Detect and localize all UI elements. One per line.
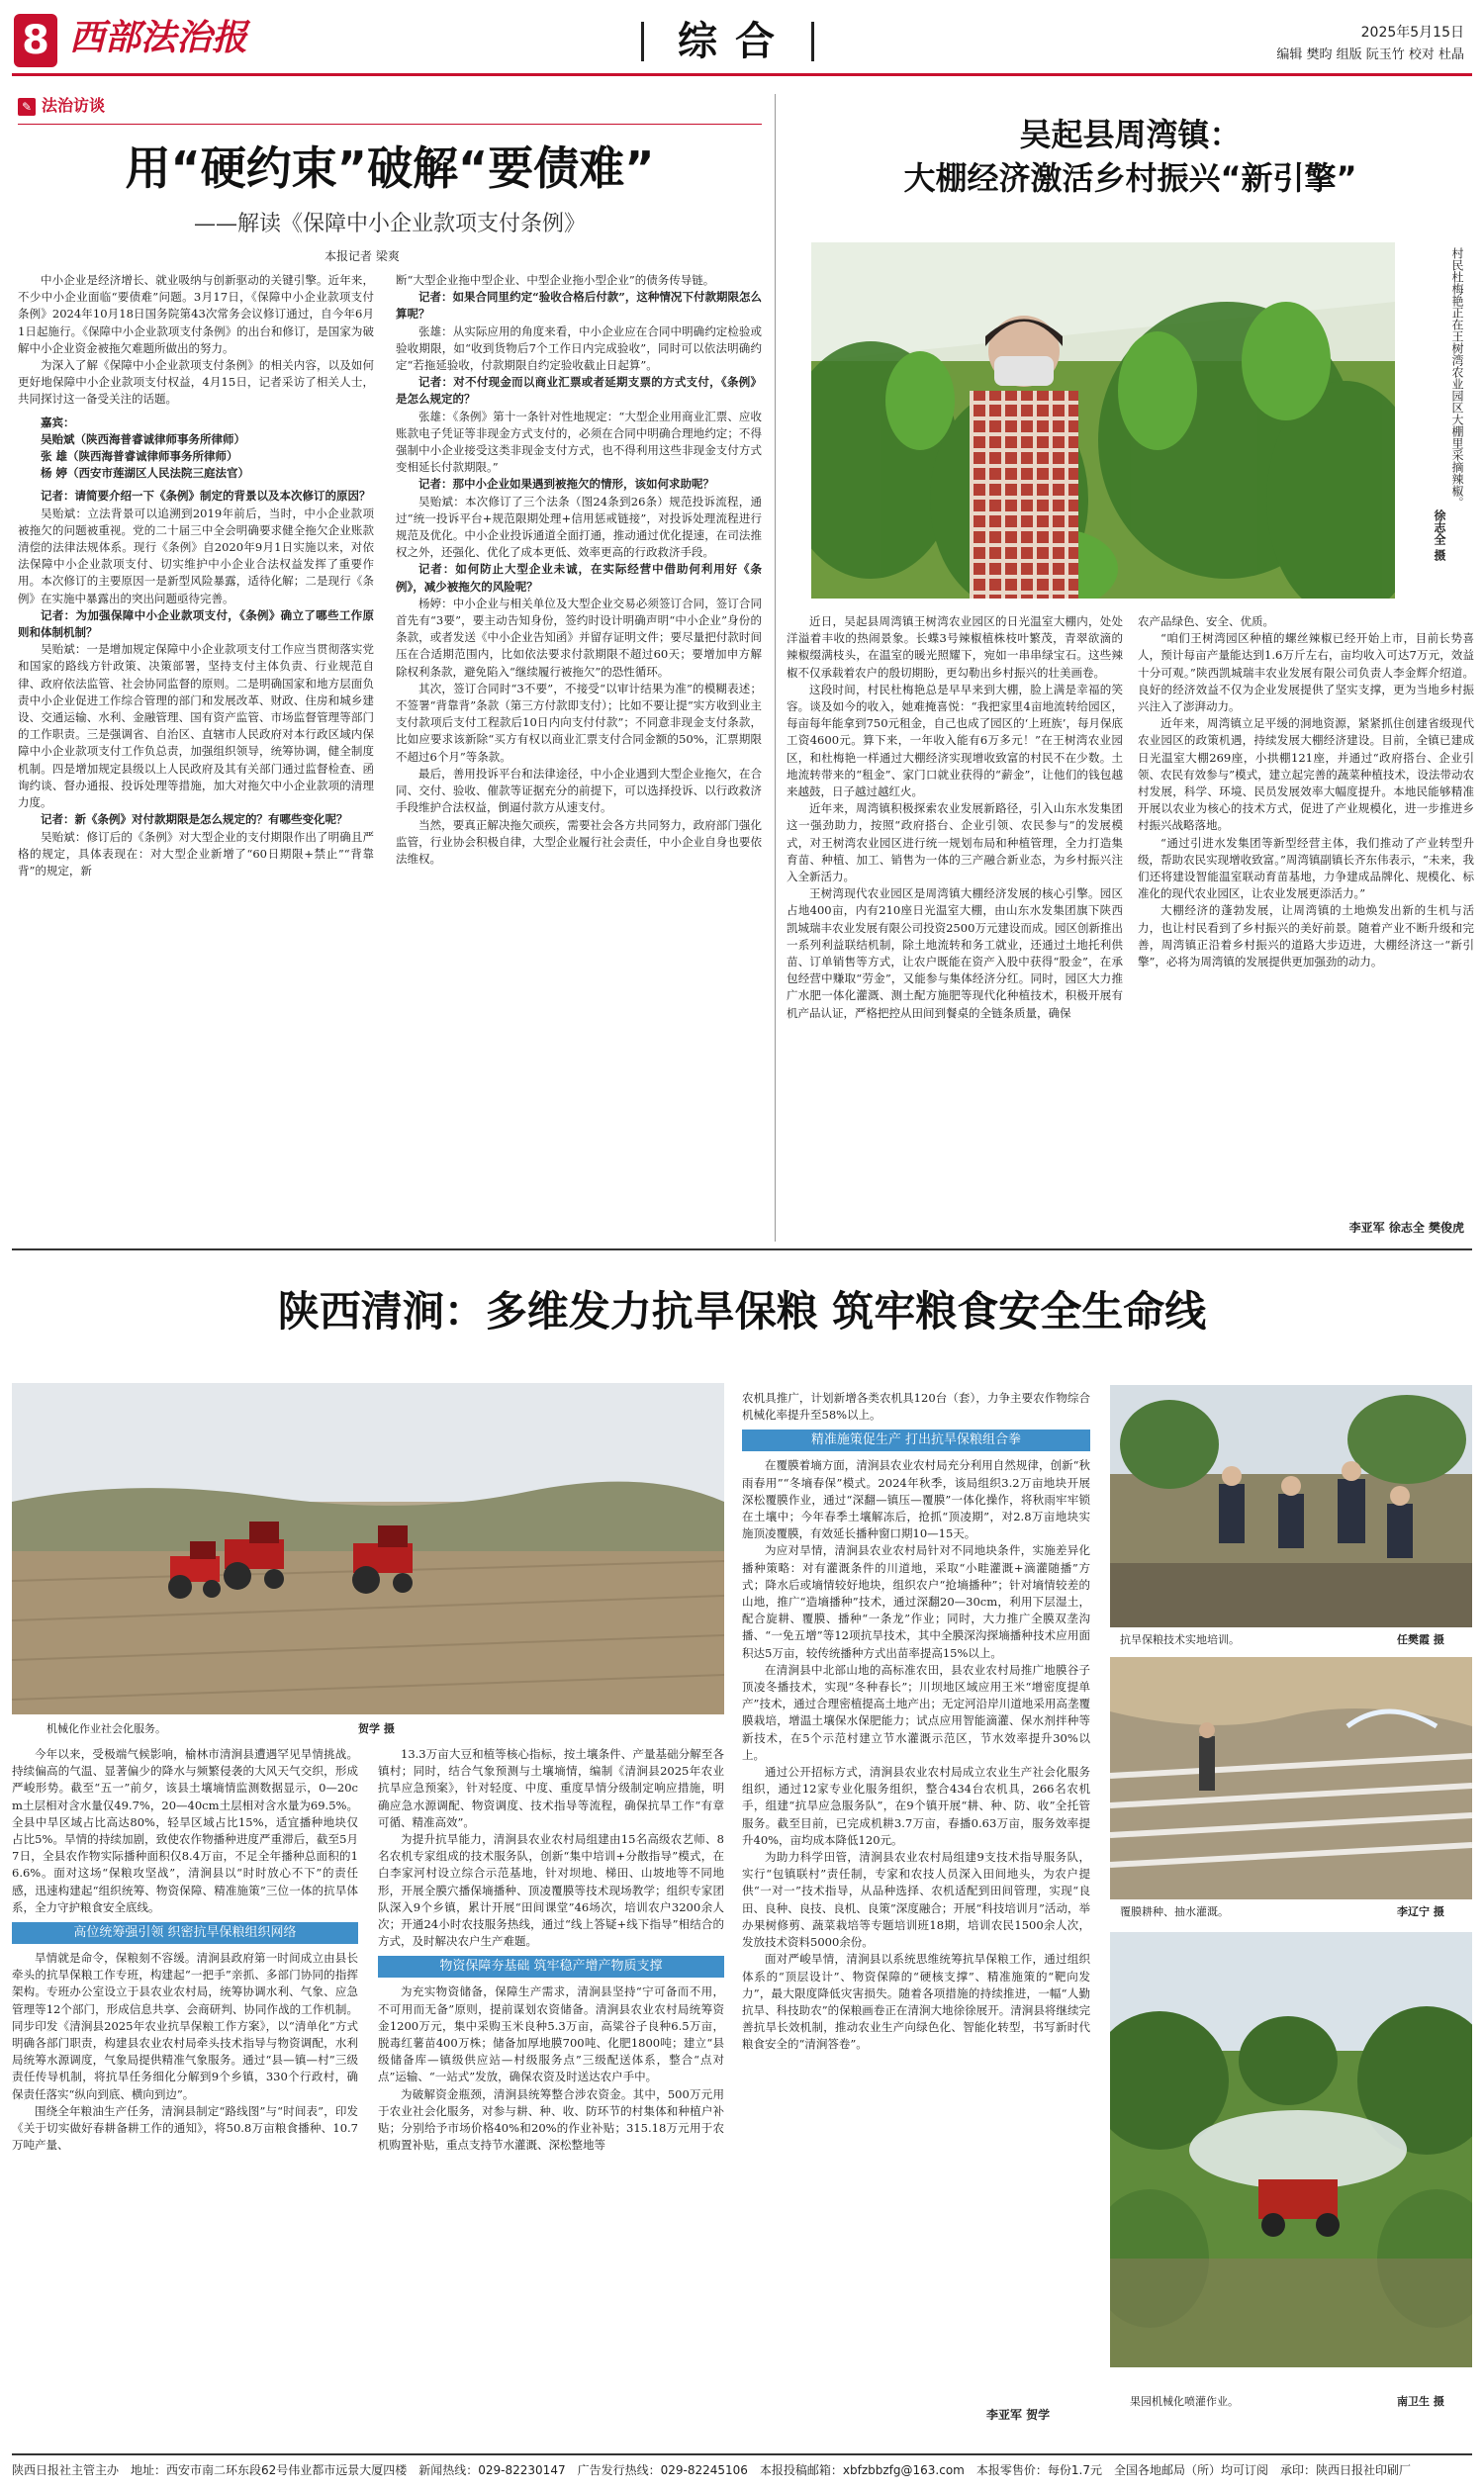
article-credit: 李亚军 徐志全 樊俊虎 bbox=[1348, 1221, 1464, 1235]
photo-credit: 徐志全 摄 bbox=[1433, 509, 1446, 562]
paragraph: 近日，吴起县周湾镇王树湾农业园区的日光温室大棚内，处处洋溢着丰收的热闹景象。长蝶3号辣椒植株枝叶繁茂，青翠欲滴的辣椒缀满枝头，在温室的暖光照耀下，宛如一串串绿宝石。这些辣椒不仅承载着农户的殷切期盼，更勾勒出乡村振兴的壮美画卷。 bbox=[787, 614, 1123, 680]
paragraph: 为破解资金瓶颈，清涧县统筹整合涉农资金。其中，500万元用于农业社会化服务，对参与耕、种、收、防环节的村集体和种植户补贴；分别给予市场价格40%和20%的作业补贴；315.18万元用于农机购置补贴，重点支持节水灌溉、深松整地等 bbox=[378, 2086, 724, 2153]
article-title-line-2: 大棚经济激活乡村振兴“新引擎” bbox=[903, 159, 1357, 197]
section-heading: 物资保障夯基础 筑牢稳产增产物质支撑 bbox=[378, 1956, 724, 1978]
orchard-photo bbox=[1110, 1932, 1472, 2367]
question: 记者：为加强保障中小企业款项支付，《条例》确立了哪些工作原则和体制机制？ bbox=[18, 607, 374, 640]
paragraph: 王树湾现代农业园区是周湾镇大棚经济发展的核心引擎。园区占地400亩，内有210座日光温室大棚，由山东水发集团旗下陕西凯城瑞丰农业发展有限公司投资2500万元建设而成。园区创新推出一系列利益联结机制，除土地流转和务工就业，还通过土地托利供苗、订单销售等方式，让农户既能在资产入股中获得“股金”，在承包经营中赚取“劳金”，又能参与集体经济分红。同时，园区大力推广水肥一体化灌溉、测土配方施肥等现代化种植技术，积极开展有机产品认证，严格把控从田间到餐桌的全链条质量，确保 bbox=[787, 886, 1123, 1020]
section-name: 综合 bbox=[678, 19, 792, 64]
question: 记者：对不付现金而以商业汇票或者延期支票的方式支付，《条例》是怎么规定的？ bbox=[396, 375, 762, 407]
column-tag: ✎ 法治访谈 bbox=[18, 94, 146, 118]
photo-caption: 机械化作业社会化服务。 bbox=[46, 1722, 166, 1735]
paper-logo: 西部法治报 bbox=[69, 17, 248, 58]
tractors-field-image bbox=[12, 1383, 724, 1714]
greenhouse-photo bbox=[811, 242, 1395, 599]
paragraph: 近年来，周湾镇立足平缓的洞地资源，紧紧抓住创建省级现代农业园区的政策机遇，持续发展大棚经济建设。目前，全镇已建成日光温室大棚269座，小拱棚121座，并通过“政府搭台、企业引领、农民有效参与”模式，建立起完善的蔬菜种植技术，设法带动农村发展，科学、环境、民员发展效率大幅度提升。本地民能够精准开展以农业为核心的技术方式，促进了产业规模化，进一步推进乡村振兴战略落地。 bbox=[1138, 716, 1474, 833]
answer: 张雄：从实际应用的角度来看，中小企业应在合同中明确约定检验或验收期限，如“收到货物后7个工作日内完成验收”，同时可以依法明确约定“若拖延验收，付款期限自约定验收截止日起算”。 bbox=[396, 323, 762, 373]
film-mulch-irrigation-image bbox=[1110, 1657, 1472, 1899]
guest-3: 杨 婷（西安市莲湖区人民法院三庭法官） bbox=[41, 466, 250, 481]
paragraph: 近年来，周湾镇积极探索农业发展新路径，引入山东水发集团这一强劲助力，按照“政府搭台、企业引领、农民参与”的发展模式，对王树湾农业园区进行统一规划布局和种植管理，全力打造集育苗、种植、加工、销售为一体的三产融合新业态，为乡村振兴注入全新活力。 bbox=[787, 801, 1123, 884]
quote-icon: ✎ bbox=[18, 98, 36, 116]
paragraph: 断“大型企业拖中型企业、中型企业拖小型企业”的债务传导链。 bbox=[396, 273, 715, 287]
article-title: 用“硬约束”破解“要债难” bbox=[125, 141, 655, 195]
paragraph: 围绕全年粮油生产任务，清涧县制定“路线图”与“时间表”，印发《关于切实做好春耕备耕工作的通知》，将50.8万亩粮食播种、10.7万吨产量、 bbox=[12, 2103, 358, 2153]
paragraph: 为深入了解《保障中小企业款项支付条例》的相关内容，以及如何更好地保障中小企业款项支付权益，4月15日，记者采访了相关人士，共同探讨这一备受关注的话题。 bbox=[18, 358, 374, 407]
article-column-1 bbox=[12, 1746, 358, 2429]
section-heading: 高位统筹强引领 织密抗旱保粮组织网络 bbox=[12, 1922, 358, 1944]
paragraph: 中小企业是经济增长、就业吸纳与创新驱动的关键引擎。近年来，不少中小企业面临“要债难”问题。3月17日，《保障中小企业款项支付条例》2024年10月18日国务院第43次常务会议修订通过，自今年6月1日起施行。《保障中小企业款项支付条例》的出台和修订，是国家为破解中小企业资金被拖欠难题所做出的努力。 bbox=[18, 273, 374, 355]
paragraph: 其次，签订合同时“3不要”，不接受“以审计结果为准”的模糊表述；不签署“背靠背”条款（第三方付款即支付）；比如不要让提“实方收到业主支付款项后支付工程款后10日内向支付付款”；不同意非现金支付条款，比如应要求该新除“买方有权以商业汇票支付合同金额的50%，汇票期限不超过6个月”等条款。 bbox=[396, 681, 762, 764]
issue-date: 2025年5月15日 bbox=[1360, 25, 1464, 41]
question: 记者：请简要介绍一下《条例》制定的背景以及本次修订的原因？ bbox=[41, 489, 371, 504]
article-column-1 bbox=[18, 272, 374, 1237]
paragraph: 当然，要真正解决拖欠顽疾，需要社会各方共同努力，政府部门强化监管，行业协会积极自律，大型企业履行社会责任，中小企业自身也要依法维权。 bbox=[396, 817, 762, 866]
question: 记者：那中小企业如果遇到被拖欠的情形，该如何求助呢？ bbox=[418, 477, 714, 492]
paragraph: 今年以来，受极端气候影响，榆林市清涧县遭遇罕见旱情挑战。持续偏高的气温、显著偏少的降水与频繁侵袭的大风天气交织，形成严峻形势。截至“五一”前夕，该县土壤墒情监测数据显示，0—20cm土层相对含水量仅49.7%，20—40cm土层相对含水量为69.5%。全县中旱区域占比高达80%，轻旱区域占比15%，适宜播种地块仅占比5%。旱情的持续加剧，致使农作物播种进度严重滞后，截至5月7日，全县农作物实际播种面积仅8.4万亩，不足全年播种总面积的16.6%。面对这场“保粮攻坚战”，清涧县以“时时放心不下”的责任感，迅速构建起“组织统筹、物资保障、精准施策”三位一体的抗旱体系，全力守护粮食安全底线。 bbox=[12, 1747, 358, 1914]
farmer-picking-peppers-image bbox=[811, 242, 1395, 599]
photo-credit: 贺学 摄 bbox=[358, 1722, 395, 1735]
page-number-badge bbox=[14, 14, 57, 67]
photo-caption: 覆膜耕种、抽水灌溉。 bbox=[1120, 1905, 1229, 1918]
question: 记者：如果合同里约定“验收合格后付款”，这种情况下付款期限怎么算呢？ bbox=[396, 290, 762, 322]
paragraph: “咱们王树湾园区种植的螺丝辣椒已经开始上市，目前长势喜人，预计每亩产量能达到1.6万斤左右，亩均收入可达7万元，效益十分可观。”陕西凯城瑞丰农业发展有限公司负责人李金辉介绍道。良好的经济效益不仅为企业发展提供了坚实支撑，更为当地乡村振兴注入了澎湃动力。 bbox=[1138, 631, 1474, 714]
paragraph: 通过公开招标方式，清涧县农业农村局成立农业生产社会化服务组织，通过12家专业化服务组织，整合434台农机具，266名农机手，组建“抗旱应急服务队”，在9个镇开展“耕、种、防、收”全托管服务。截至目前，已完成机耕3.7万亩，春播0.63万亩，服务效率提升40%，亩均成本降低120元。 bbox=[742, 1765, 1090, 1847]
photo-credit: 李辽宁 摄 bbox=[1397, 1905, 1444, 1918]
section-heading: 精准施策促生产 打出抗旱保粮组合拳 bbox=[742, 1430, 1090, 1451]
paragraph: 为充实物资储备，保障生产需求，清涧县坚持“宁可备而不用，不可用而无备”原则，提前谋划农资储备。清涧县农业农村局统筹资金1200万元，集中采购玉米良种5.3万亩，高粱谷子良种6.5万亩，脱毒红薯苗400万株；储备加厚地膜700吨、化肥1800吨；建立“县级储备库—镇级供应站—村级服务点”三级配送体系，整合“点对点”运输、“一站式”发放，确保农资及时送达农户手中。 bbox=[378, 1984, 724, 2084]
editors-line: 编辑 樊昀 组版 阮玉竹 校对 杜晶 bbox=[1276, 47, 1464, 62]
article-subtitle: ——解读《保障中小企业款项支付条例》 bbox=[193, 212, 586, 236]
paragraph: 为助力科学田管，清涧县农业农村局组建9支技术指导服务队，实行“包镇联村”责任制，专家和农技人员深入田间地头，为农户提供“一对一”技术指导，从品种选择、农机适配到田间管理，实现“良田、良种、良技、良机、良策”深度融合；开展“科技培训月”活动，举办果树修剪、蔬菜栽培等专题培训班18期，培训农民1500余人次，发放技术资料5000余份。 bbox=[742, 1850, 1090, 1950]
answer: 吴贻斌：立法背景可以追溯到2019年前后，当时，中小企业款项被拖欠的问题被重视。党的二十届三中全会明确要求健全拖欠企业账款清偿的法律法规体系。现行《条例》自2020年9月1日实施以来，对依法保障中小企业款项支付、切实维护中小企业合法权益发挥了重要作用。本次修订的主要原因一是新型风险暴露，适待化解；二是现行《条例》在实施中暴露出的突出问题亟待完善。 bbox=[18, 506, 374, 605]
paragraph: 为应对旱情，清涧县农业农村局针对不同地块条件，实施差异化播种策略：对有灌溉条件的川道地，采取“小畦灌溉+滴灌随播”方式；降水后或墒情较好地块，组织农户“抢墒播种”；针对墒情较差的山地，推广“造墒播种”技术，通过深翻20—30cm，利用下层湿土，配合旋耕、覆膜、播种“一条龙”作业；同时，大力推广全膜双垄沟播、“一免五增”等12项抗旱技术，其中全膜深沟探墒播种技术应用面积达5万亩，较传统播种方式出苗率提高15%以上。 bbox=[742, 1543, 1090, 1660]
article-column-3 bbox=[742, 1390, 1090, 2429]
byline: 本报记者 梁爽 bbox=[325, 249, 400, 263]
footer-info: 陕西日报社主管主办 地址：西安市南二环东段62号伟业都市远景大厦四楼 新闻热线：029-82230147 广告发行热线：029-82245106 本报投稿邮箱：xbfzbbzfg@163.com 本报零售价：每份1.7元 全国各地邮局（所）均可订阅 承印：陕西日报社印刷厂 bbox=[12, 2463, 1411, 2477]
irrigation-photo bbox=[1110, 1657, 1472, 1899]
photo-side-caption: 村民杜梅艳正在王树湾农业园区大棚里采摘辣椒。 bbox=[1450, 247, 1464, 508]
paragraph: 在覆膜着墒方面，清涧县农业农村局充分利用自然规律，创新“秋雨春用”“冬墒春保”模式。2024年秋季，该局组织3.2万亩地块开展深松覆膜作业，通过“深翻—镇压—覆膜”一体化操作，将秋雨牢牢锁在土壤中；今年春季土壤解冻后，抢抓“顶凌期”，对2.8万亩地块实施顶凌覆膜，有效延长播种窗口期10—15天。 bbox=[742, 1458, 1090, 1541]
paragraph: 面对严峻旱情，清涧县以系统思维统筹抗旱保粮工作，通过组织体系的“顶层设计”、物资保障的“硬核支撑”、精准施策的“靶向发力”，最大限度降低灾害损失。随着各项措施的持续推进，一幅“人勤抗旱、科技助农”的保粮画卷正在清涧大地徐徐展开。清涧县将继续完善抗旱长效机制，推动农业生产向绿色化、智能化转型，书写新时代粮食安全的“清涧答卷”。 bbox=[742, 1952, 1090, 2052]
article-column-2 bbox=[378, 1746, 724, 2429]
guests-title: 嘉宾： bbox=[41, 415, 75, 429]
masthead bbox=[0, 0, 1484, 79]
answer: 张雄：《条例》第十一条针对性地规定：“大型企业用商业汇票、应收账款电子凭证等非现金方式支付的，必须在合同中明确合理地约定；不得强制中小企业接受这类非现金支付方式，也不得利用这些非现金支付方式变相延长付款期限。” bbox=[396, 409, 762, 475]
greenhouse-article bbox=[787, 94, 1474, 1242]
article-column-2 bbox=[1138, 613, 1474, 1217]
drought-article bbox=[12, 1256, 1472, 2444]
tractor-photo bbox=[12, 1383, 724, 1714]
paragraph: 旱情就是命令，保粮刻不容缓。清涧县政府第一时间成立由县长牵头的抗旱保粮工作专班，构建起“一把手”亲抓、多部门协同的指挥架构。专班办公室设立于县农业农村局，统筹协调水利、气象、应急管理等12个部门，形成信息共享、会商研判、协同作战的工作机制。同步印发《清涧县2025年农业抗旱保粮工作方案》，以“清单化”方式明确各部门职责，构建县农业农村局牵头技术指导与物资调配，水利局统筹水源调度，气象局提供精准气象服务。通过“县—镇—村”三级责任传导机制，将抗旱任务细化分解到9个乡镇，330个行政村，确保责任落实“纵向到底、横向到边”。 bbox=[12, 1951, 358, 2101]
answer: 吴贻斌：一是增加规定保障中小企业款项支付工作应当贯彻落实党和国家的路线方针政策、决策部署，坚持支付主体负责、行业规范自律、政府依法监管、社会协同监督的原则。二是明确国家和地方层面负责中小企业促进工作综合管理的部门和发展改革、财政、住房和城乡建设、交通运输、水利、金融管理、国有资产监管、市场监督管理等部门的工作职责。三是强调省、自治区、直辖市人民政府对本行政区域内保障中小企业款项支付工作负总责，加强组织领导，统筹协调，健全制度机制。四是增加规定县级以上人民政府及其有关部门通过监督检查、函询约谈、督办通报、投诉处理等措施，加大对拖欠中小企业款项的清理力度。 bbox=[18, 642, 374, 810]
paragraph: 农产品绿色、安全、优质。 bbox=[1138, 614, 1274, 628]
paragraph: 最后，善用投诉平台和法律途径，中小企业遇到大型企业拖欠，在合同、交付、验收、催款等证据充分的前提下，可以选择投诉、以行政救济手段维护合法权益，倒逼付款方从速支付。 bbox=[396, 766, 762, 815]
photo-caption: 果园机械化喷灌作业。 bbox=[1130, 2395, 1239, 2408]
article-credit: 李亚军 贺学 bbox=[986, 2408, 1051, 2422]
field-training-image bbox=[1110, 1385, 1472, 1627]
guest-2: 张 雄（陕西海普睿诚律师事务所律师） bbox=[41, 449, 238, 464]
photo-credit: 南卫生 摄 bbox=[1397, 2395, 1444, 2408]
article-column-1 bbox=[787, 613, 1123, 1237]
paragraph: “通过引进水发集团等新型经营主体，我们推动了产业转型升级，帮助农民实现增收致富。”周湾镇副镇长齐东伟表示，“未来，我们还将建设智能温室联动育苗基地，力争建成品牌化、规模化、标准化的现代农业园区，让农业发展更添活力。” bbox=[1138, 835, 1474, 901]
photo-credit: 任樊霞 摄 bbox=[1397, 1633, 1444, 1646]
question: 记者：如何防止大型企业未诚，在实际经营中借助何利用好《条例》，减少被拖欠的风险呢？ bbox=[396, 562, 762, 594]
answer: 杨婷：中小企业与相关单位及大型企业交易必须签订合同，签订合同首先有“3要”，要主动告知身份，签约时设计明确声明“中小企业”身份的条款，或者发送《中小企业告知函》并留存证明文件；要尽量把付款时间压在合适期范围内，比如依法要求付款期限不超过60天；要增加申方解除权利条款，避免陷入“继续履行被拖欠”的恐性循环。 bbox=[396, 596, 762, 679]
paragraph: 为提升抗旱能力，清涧县农业农村局组建由15名高级农艺师、8名农机专家组成的技术服务队，创新“集中培训+分散指导”模式，在白李家河村设立综合示范基地，针对坝地、梯田、山坡地等不同地形，开展全膜穴播保墒播种、顶凌覆膜等技术现场教学；组织专家团队深入9个乡镇，累计开展“田间课堂”46场次，培训农户3200余人次；开通24小时农技服务热线，通过“线上答疑+线下指导”相结合的方式，及时解决农户生产难题。 bbox=[378, 1832, 724, 1949]
paragraph: 13.3万亩大豆和植等核心指标，按土壤条件、产量基础分解至各镇村；同时，结合气象预测与土壤墒情，编制《清涧县2025年农业抗旱应急预案》，针对轻度、中度、重度旱情分级制定响应措施，明确应急水源调配、物资调度、技术指导等流程，确保抗旱工作“有章可循、精准高效”。 bbox=[378, 1747, 724, 1829]
answer: 吴贻斌：本次修订了三个法条（图24条到26条）规范投诉流程，通过“统一投诉平台+规范限期处理+信用惩戒链接”，对投诉处理流程进行规范及优化。中小企业投诉通道全面打通，推动通过优化提速，在司法推权之外，还强化、优化了成本更低、效率更高的行政救济手段。 bbox=[396, 494, 762, 560]
answer: 吴贻斌：修订后的《条例》对大型企业的支付期限作出了明确且严格的规定，具体表现在：对大型企业新增了“60日期限+禁止”“背靠背”的规定，新 bbox=[18, 829, 374, 877]
training-photo bbox=[1110, 1385, 1472, 1627]
article-title-line-1: 吴起县周湾镇： bbox=[1019, 116, 1242, 153]
orchard-spraying-image bbox=[1110, 1932, 1472, 2367]
paragraph: 在清涧县中北部山地的高标准农田，县农业农村局推广地膜谷子顶凌冬播技术，实现“冬种春长”；川坝地区域应用王米“增密度提单产”技术，通过合理密植提高土地产出；无定河沿岸川道地采用高垄覆膜栽培，增温土壤保水保肥能力；试点应用智能滴灌、保水剂拌种等新技术，在5个示范村建立节水灌溉示范区，节水效率提升30%以上。 bbox=[742, 1662, 1090, 1762]
paragraph: 这段时间，村民杜梅艳总是早早来到大棚，脸上满是幸福的笑容。谈及如今的收入，她难掩喜悦：“我把家里4亩地流转给园区，每亩每年能拿到750元租金，自己也成了园区的‘上班族’，每月保底工资4600元。算下来，一年收入能有6万多元！”在王树湾农业园区，和杜梅艳一样通过大棚经济实现增收致富的村民不在少数。土地流转带来的“租金”、家门口就业获得的“薪金”，让他们的钱包越来越鼓，日子越过越红火。 bbox=[787, 682, 1123, 799]
paragraph: 农机具推广，计划新增各类农机具120台（套），力争主要农作物综合机械化率提升至58%以上。 bbox=[742, 1391, 1090, 1423]
article-title: 陕西清涧：多维发力抗旱保粮 筑牢粮食安全生命线 bbox=[277, 1287, 1207, 1336]
guest-1: 吴贻斌（陕西海普睿诚律师事务所律师） bbox=[41, 431, 245, 446]
photo-caption: 抗旱保粮技术实地培训。 bbox=[1120, 1633, 1240, 1646]
article-column-2 bbox=[396, 272, 762, 1237]
question: 记者：新《条例》对付款期限是怎么规定的？有哪些变化呢？ bbox=[41, 812, 348, 827]
page-number: 8 bbox=[22, 18, 49, 63]
interview-article bbox=[18, 94, 762, 1237]
paragraph: 大棚经济的蓬勃发展，让周湾镇的土地焕发出新的生机与活力，也让村民看到了乡村振兴的美好前景。随着产业不断升级和完善，周湾镇正沿着乡村振兴的道路大步迈进，大棚经济这一“新引擎”，必将为周湾镇的发展提供更加强劲的动力。 bbox=[1138, 903, 1474, 969]
